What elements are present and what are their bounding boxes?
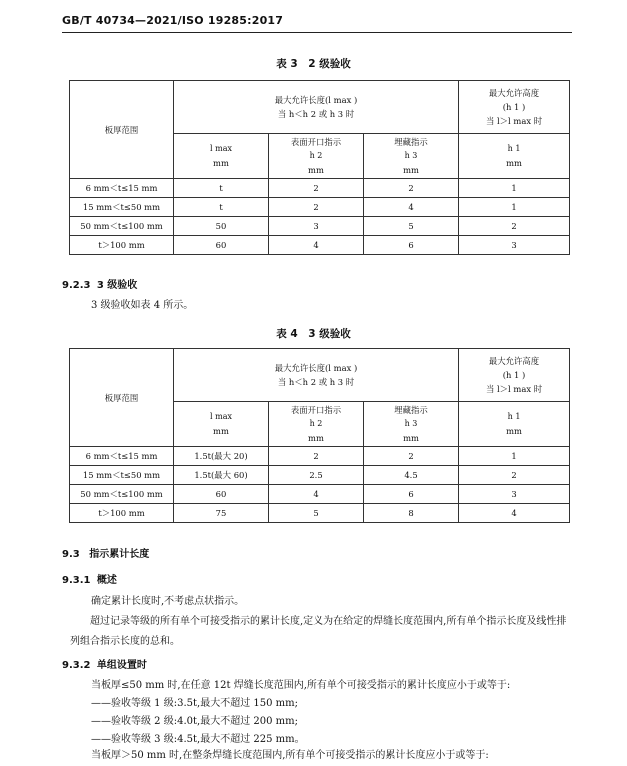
section-9-2-3-heading — [62, 276, 137, 291]
table3-cell-h2: 2 — [269, 198, 364, 217]
section-9-3-1-para1: 确定累计长度时,不考虑点状指示。 — [91, 596, 245, 607]
table-row — [70, 504, 570, 523]
table4-surface-sym: h 2 — [309, 419, 323, 428]
table3-surface-sym: h 2 — [309, 151, 323, 160]
table4-cell-lmax: 75 — [174, 504, 269, 523]
table4-buried-sym: h 3 — [404, 419, 418, 428]
table3-cell-h3: 6 — [364, 236, 459, 255]
table4-cell-range: 6 mm＜t≤15 mm — [70, 447, 174, 466]
table4-max-height-sym: (h 1 ) — [502, 370, 526, 380]
table3-cell-h2: 3 — [269, 217, 364, 236]
table3-lmax-unit: mm — [213, 158, 229, 168]
section-9-3-2-para1: 当板厚≤50 mm 时,在任意 12t 焊缝长度范围内,所有单个可接受指示的累计长度应小于或等于: — [91, 680, 511, 691]
table4-buried-label: 埋藏指示 — [394, 405, 428, 415]
table3-cell-h1: 1 — [459, 198, 570, 217]
section-number: 9.2.3 — [62, 280, 91, 291]
table4-max-height-header — [459, 349, 570, 402]
table-row — [70, 179, 570, 198]
table3-cell-h3: 5 — [364, 217, 459, 236]
table3-cell-h2: 4 — [269, 236, 364, 255]
table4 — [69, 348, 570, 523]
table4-cell-h1: 3 — [459, 485, 570, 504]
table3-caption: 表 3 2 级验收 — [276, 58, 351, 70]
table-row — [70, 447, 570, 466]
table4-cell-h2: 4 — [269, 485, 364, 504]
table-row — [70, 217, 570, 236]
table3-cell-range: 6 mm＜t≤15 mm — [70, 179, 174, 198]
table4-cell-h3: 4.5 — [364, 466, 459, 485]
table4-lmax-unit: mm — [213, 426, 229, 436]
table-row — [70, 485, 570, 504]
table3-thickness-header: 板厚范围 — [70, 81, 174, 179]
table4-cell-h1: 2 — [459, 466, 570, 485]
table4-cell-h2: 2.5 — [269, 466, 364, 485]
section-9-2-3-text: 3 级验收如表 4 所示。 — [91, 300, 194, 311]
table3-cell-lmax: 60 — [174, 236, 269, 255]
table4-max-length-cond: 当 h＜h 2 或 h 3 时 — [277, 377, 355, 387]
table4-max-height-cond: 当 l＞l max 时 — [485, 384, 543, 394]
table4-buried-subheader — [364, 402, 459, 447]
table4-lmax-sym: l max — [210, 412, 232, 421]
table3-cell-h1: 3 — [459, 236, 570, 255]
table3-max-length-label: 最大允许长度(l max ) — [274, 95, 358, 105]
table4-cell-h2: 2 — [269, 447, 364, 466]
table4-h1-subheader — [459, 402, 570, 447]
table3-cell-range: t＞100 mm — [70, 236, 174, 255]
table3-max-height-header — [459, 81, 570, 134]
table3-max-height-cond: 当 l＞l max 时 — [485, 116, 543, 126]
table3-buried-unit: mm — [403, 165, 419, 175]
section-number: 9.3 — [62, 549, 80, 560]
table4-cell-h3: 2 — [364, 447, 459, 466]
table4-h1-sym: h 1 — [507, 412, 521, 421]
section-9-3-2-bullet2: ——验收等级 2 级:4.0t,最大不超过 200 mm; — [91, 716, 298, 727]
table4-cell-lmax: 1.5t(最大 60) — [174, 466, 269, 485]
table-row — [70, 198, 570, 217]
section-9-3-2-bullet1: ——验收等级 1 级:3.5t,最大不超过 150 mm; — [91, 698, 298, 709]
table3-h1-subheader — [459, 134, 570, 179]
table4-cell-h3: 8 — [364, 504, 459, 523]
table4-max-height-label: 最大允许高度 — [488, 356, 540, 366]
table3-cell-h2: 2 — [269, 179, 364, 198]
table3-surface-label: 表面开口指示 — [290, 137, 342, 147]
table4-caption: 表 4 3 级验收 — [276, 328, 351, 340]
table4-cell-lmax: 1.5t(最大 20) — [174, 447, 269, 466]
table4-thickness-header: 板厚范围 — [70, 349, 174, 447]
table-row — [70, 466, 570, 485]
table3-cell-range: 50 mm＜t≤100 mm — [70, 217, 174, 236]
table-row — [70, 236, 570, 255]
table4-cell-h1: 1 — [459, 447, 570, 466]
table3-cell-lmax: 50 — [174, 217, 269, 236]
table3-h1-sym: h 1 — [507, 144, 521, 153]
table3-max-height-sym: (h 1 ) — [502, 102, 526, 112]
table3-cell-h1: 1 — [459, 179, 570, 198]
table3-buried-sym: h 3 — [404, 151, 418, 160]
table4-surface-label: 表面开口指示 — [290, 405, 342, 415]
section-number: 9.3.2 — [62, 660, 91, 671]
table3-max-height-label: 最大允许高度 — [488, 88, 540, 98]
table4-max-length-header — [174, 349, 459, 402]
table3-lmax-subheader — [174, 134, 269, 179]
section-9-3-1-heading — [62, 571, 117, 586]
table4-surface-unit: mm — [308, 433, 324, 443]
table4-cell-range: 15 mm＜t≤50 mm — [70, 466, 174, 485]
table4-cell-h3: 6 — [364, 485, 459, 504]
section-9-3-2-bullet3: ——验收等级 3 级:4.5t,最大不超过 225 mm。 — [91, 734, 305, 745]
header-rule — [62, 32, 572, 33]
table4-cell-range: t＞100 mm — [70, 504, 174, 523]
table4-cell-h1: 4 — [459, 504, 570, 523]
table4-max-length-label: 最大允许长度(l max ) — [274, 363, 358, 373]
table4-cell-range: 50 mm＜t≤100 mm — [70, 485, 174, 504]
table4-cell-lmax: 60 — [174, 485, 269, 504]
table4-surface-subheader — [269, 402, 364, 447]
table3-cell-lmax: t — [174, 198, 269, 217]
table3-cell-h3: 4 — [364, 198, 459, 217]
table3-h1-unit: mm — [506, 158, 522, 168]
table3-max-length-cond: 当 h＜h 2 或 h 3 时 — [277, 109, 355, 119]
table3-cell-range: 15 mm＜t≤50 mm — [70, 198, 174, 217]
table3-surface-unit: mm — [308, 165, 324, 175]
table3-buried-label: 埋藏指示 — [394, 137, 428, 147]
document-header: GB/T 40734—2021/ISO 19285:2017 — [62, 14, 284, 27]
section-9-3-2-para2: 当板厚＞50 mm 时,在整条焊缝长度范围内,所有单个可接受指示的累计长度应小于或等于: — [91, 750, 489, 761]
table4-buried-unit: mm — [403, 433, 419, 443]
section-title: 单组设置时 — [96, 660, 147, 671]
table4-h1-unit: mm — [506, 426, 522, 436]
section-number: 9.3.1 — [62, 575, 91, 586]
section-title: 3 级验收 — [96, 280, 138, 291]
table4-lmax-subheader — [174, 402, 269, 447]
section-9-3-1-para2: 超过记录等级的所有单个可接受指示的累计长度,定义为在给定的焊缝长度范围内,所有单个指示长度及线性排列组合指示长度的总和。 — [70, 616, 567, 647]
table3-max-length-header — [174, 81, 459, 134]
table3-cell-lmax: t — [174, 179, 269, 198]
table4-cell-h2: 5 — [269, 504, 364, 523]
table3-surface-subheader — [269, 134, 364, 179]
table3-lmax-sym: l max — [210, 144, 232, 153]
section-title: 指示累计长度 — [89, 549, 150, 560]
section-9-3-heading — [62, 545, 149, 560]
table3-buried-subheader — [364, 134, 459, 179]
table3 — [69, 80, 570, 255]
section-9-3-2-heading — [62, 656, 147, 671]
table3-cell-h1: 2 — [459, 217, 570, 236]
section-title: 概述 — [96, 575, 117, 586]
table3-cell-h3: 2 — [364, 179, 459, 198]
